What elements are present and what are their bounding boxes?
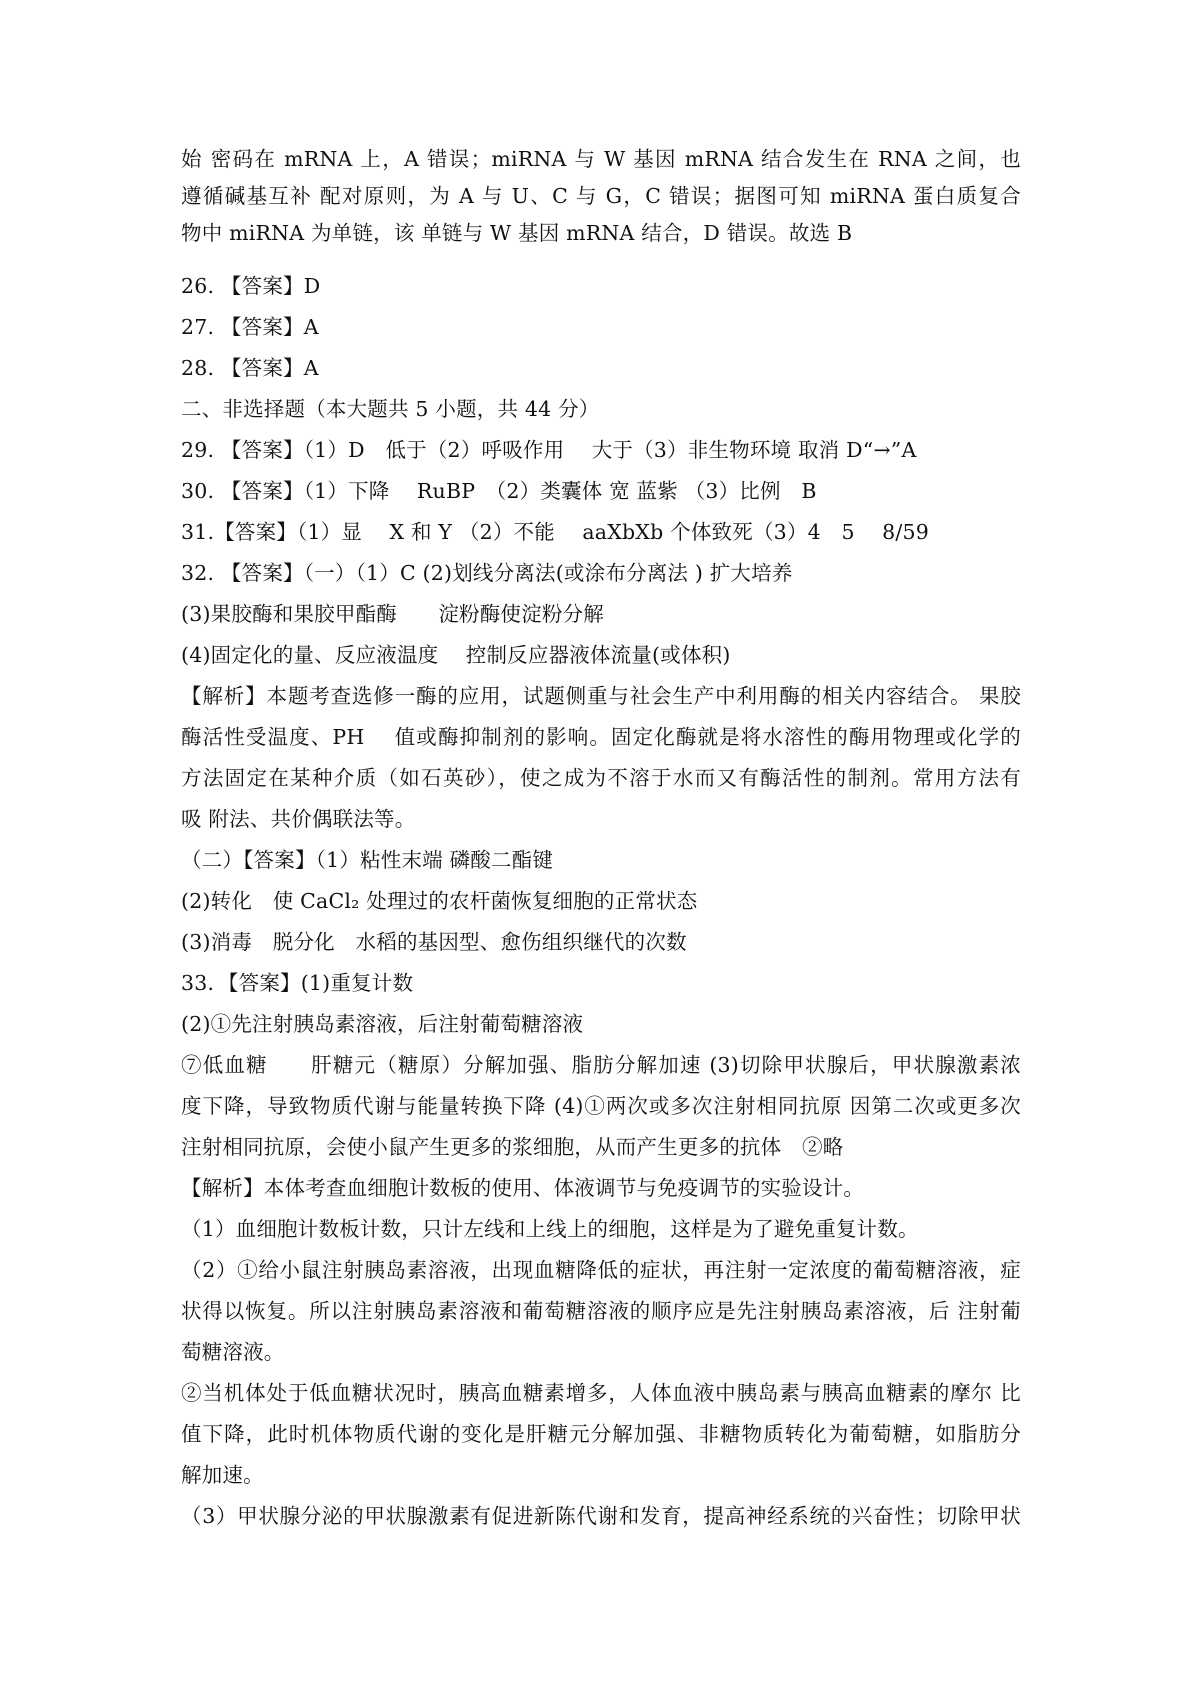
analysis-line: 解加速。 — [181, 1463, 264, 1487]
answer-line: 27. 【答案】A — [181, 315, 319, 339]
text-line: 遵循碱基互补 配对原则，为 A 与 U、C 与 G，C 错误；据图可知 miRNA 蛋白质复合 — [181, 184, 1021, 208]
section-heading: 二、非选择题（本大题共 5 小题，共 44 分） — [181, 397, 600, 421]
text-line: 始 密码在 mRNA 上，A 错误；miRNA 与 W 基因 mRNA 结合发生在 RNA 之间，也 — [181, 147, 1021, 171]
analysis-line: 状得以恢复。所以注射胰岛素溶液和葡萄糖溶液的顺序应是先注射胰岛素溶液，后 注射葡 — [181, 1299, 1021, 1323]
analysis-line: 方法固定在某种介质（如石英砂），使之成为不溶于水而又有酶活性的制剂。常用方法有 — [181, 766, 1021, 790]
analysis-line: 【解析】本题考查选修一酶的应用，试题侧重与社会生产中利用酶的相关内容结合。 果胶 — [181, 684, 1021, 708]
analysis-line: （2）①给小鼠注射胰岛素溶液，出现血糖降低的症状，再注射一定浓度的葡萄糖溶液，症 — [181, 1258, 1021, 1282]
answer-line: 32. 【答案】（一）（1）C (2)划线分离法(或涂布分离法 ) 扩大培养 — [181, 561, 793, 585]
analysis-line: （3）甲状腺分泌的甲状腺激素有促进新陈代谢和发育，提高神经系统的兴奋性；切除甲状 — [181, 1504, 1021, 1528]
text-line: (3)果胶酶和果胶甲酯酶 淀粉酶使淀粉分解 — [181, 602, 604, 626]
text-line: 注射相同抗原，会使小鼠产生更多的浆细胞，从而产生更多的抗体 ②略 — [181, 1135, 844, 1159]
answer-line: 29. 【答案】（1）D 低于（2）呼吸作用 大于（3）非生物环境 取消 D“→”A — [181, 438, 917, 462]
text-line: 物中 miRNA 为单链，该 单链与 W 基因 mRNA 结合，D 错误。故选 B — [181, 221, 853, 245]
analysis-line: 萄糖溶液。 — [181, 1340, 285, 1364]
text-line: (4)固定化的量、反应液温度 控制反应器液体流量(或体积) — [181, 643, 731, 667]
text-line: 度下降，导致物质代谢与能量转换下降 (4)①两次或多次注射相同抗原 因第二次或更多次 — [181, 1094, 1021, 1118]
analysis-line: ②当机体处于低血糖状况时，胰高血糖素增多，人体血液中胰岛素与胰高血糖素的摩尔 比 — [181, 1381, 1021, 1405]
analysis-line: 酶活性受温度、PH 值或酶抑制剂的影响。固定化酶就是将水溶性的酶用物理或化学的 — [181, 725, 1021, 749]
text-line: (2)转化 使 CaCl₂ 处理过的农杆菌恢复细胞的正常状态 — [181, 889, 698, 913]
answer-line: （二）【答案】（1）粘性末端 磷酸二酯键 — [181, 848, 554, 872]
text-line: (3)消毒 脱分化 水稻的基因型、愈伤组织继代的次数 — [181, 930, 687, 954]
answer-line: 30. 【答案】（1）下降 RuBP （2）类囊体 宽 蓝紫 （3）比例 B — [181, 479, 817, 503]
answer-line: 31.【答案】（1）显 X 和 Y （2）不能 aaXbXb 个体致死（3）4 5 8/59 — [181, 520, 930, 544]
answer-line: 28. 【答案】A — [181, 356, 319, 380]
text-line: (2)①先注射胰岛素溶液，后注射葡萄糖溶液 — [181, 1012, 584, 1036]
analysis-line: （1）血细胞计数板计数，只计左线和上线上的细胞，这样是为了避免重复计数。 — [181, 1217, 919, 1241]
answer-line: 26. 【答案】D — [181, 274, 321, 298]
analysis-line: 值下降，此时机体物质代谢的变化是肝糖元分解加强、非糖物质转化为葡萄糖，如脂肪分 — [181, 1422, 1021, 1446]
text-line: ⑦低血糖 肝糖元（糖原）分解加强、脂肪分解加速 (3)切除甲状腺后，甲状腺激素浓 — [181, 1053, 1021, 1077]
analysis-line: 【解析】本体考查血细胞计数板的使用、体液调节与免疫调节的实验设计。 — [181, 1176, 865, 1200]
answer-line: 33．【答案】(1)重复计数 — [181, 971, 414, 995]
analysis-line: 吸 附法、共价偶联法等。 — [181, 807, 416, 831]
